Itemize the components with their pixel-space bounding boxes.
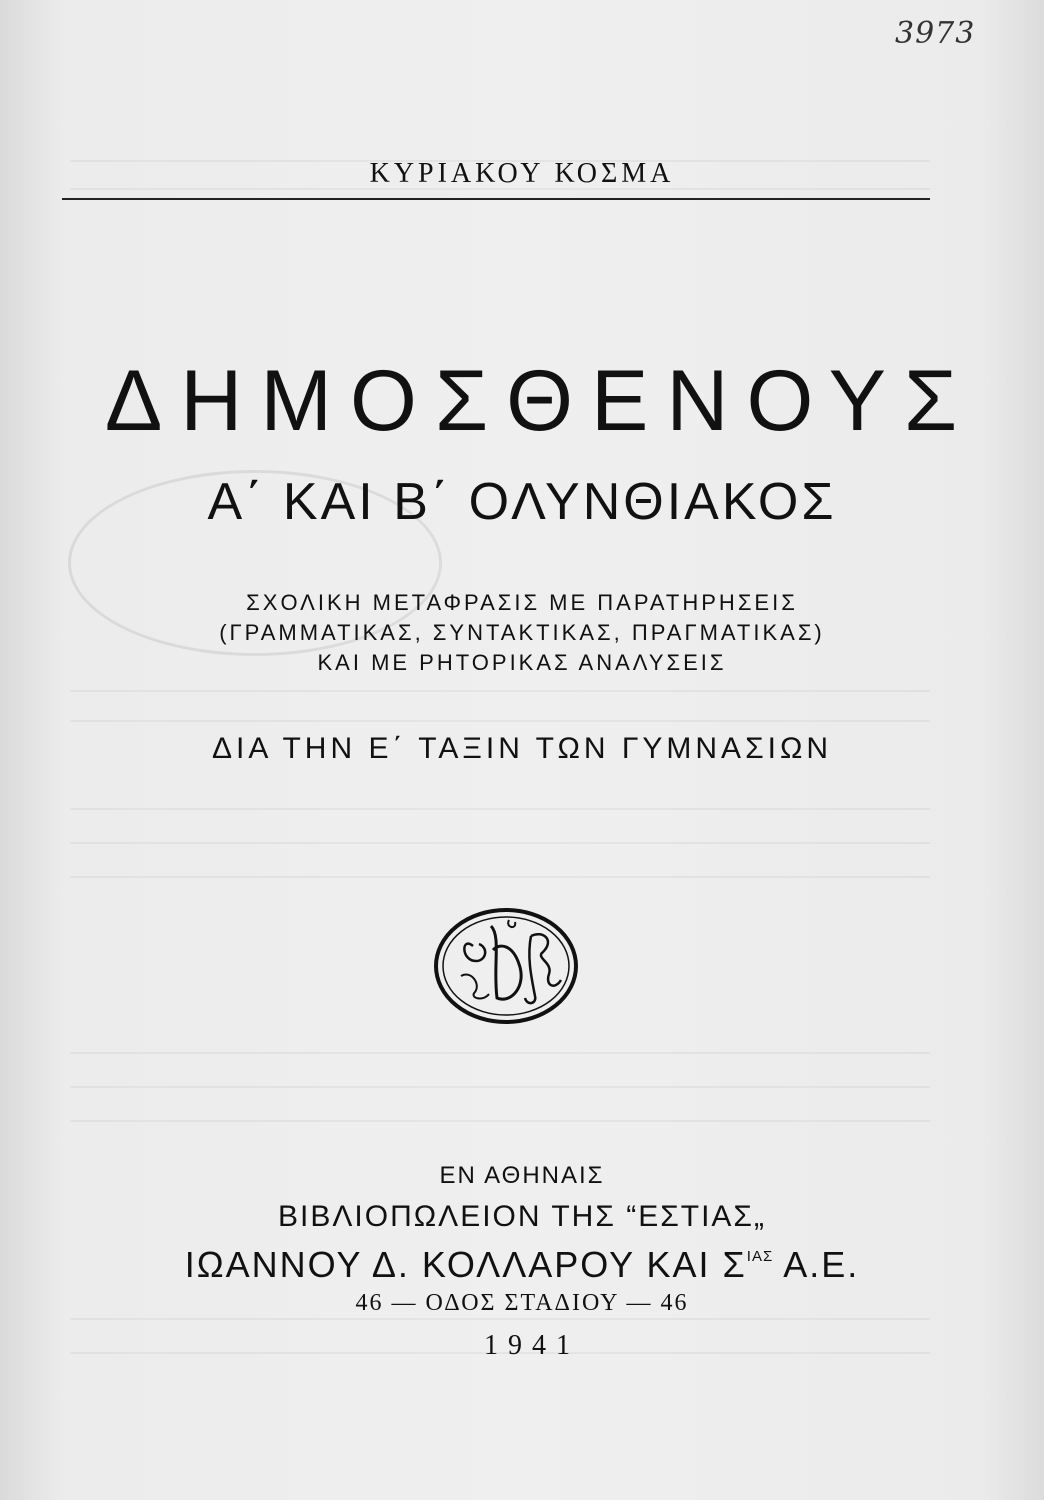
bleed-through-line: [70, 808, 930, 810]
description-line-1: ΣΧΟΛΙΚΗ ΜΕΤΑΦΡΑΣΙΣ ΜΕ ΠΑΡΑΤΗΡΗΣΕΙΣ: [246, 590, 798, 615]
publisher-name-end: Α.Ε.: [773, 1244, 860, 1285]
grade-line: ΔΙΑ ΤΗΝ Ε΄ ΤΑΞΙΝ ΤΩΝ ΓΥΜΝΑΣΙΩΝ: [211, 732, 833, 765]
publication-year: 1941: [484, 1330, 580, 1361]
publisher-bookstore: ΒΙΒΛΙΟΠΩΛΕΙΟΝ ΤΗΣ “ΕΣΤΙΑΣ„: [278, 1200, 766, 1233]
accession-number: 3973: [895, 16, 976, 51]
bleed-through-line: [70, 1052, 930, 1054]
description-line-3: ΚΑΙ ΜΕ ΡΗΤΟΡΙΚΑΣ ΑΝΑΛΥΣΕΙΣ: [317, 650, 727, 675]
bleed-through-line: [70, 1120, 930, 1122]
book-subtitle: Α΄ ΚΑΙ Β΄ ΟΛΥΝΘΙΑΚΟΣ: [207, 473, 837, 531]
bleed-through-line: [70, 690, 930, 692]
bleed-through-line: [70, 1086, 930, 1088]
bleed-through-line: [70, 842, 930, 844]
bleed-through-line: [70, 720, 930, 722]
publisher-name-main: ΙΩΑΝΝΟΥ Δ. ΚΟΛΛΑΡΟΥ ΚΑΙ Σ: [184, 1244, 747, 1285]
description-line-2: (ΓΡΑΜΜΑΤΙΚΑΣ, ΣΥΝΤΑΚΤΙΚΑΣ, ΠΡΑΓΜΑΤΙΚΑΣ): [219, 620, 825, 645]
publisher-address: 46 — ΟΔΟΣ ΣΤΑΔΙΟΥ — 46: [355, 1290, 689, 1316]
monogram-logo-icon: [431, 906, 581, 1026]
author-name: ΚΥΡΙΑΚΟΥ ΚΟΣΜΑ: [369, 158, 675, 189]
bleed-through-line: [70, 876, 930, 878]
bleed-through-line: [70, 1318, 930, 1320]
header-rule: [62, 198, 930, 200]
publication-place: ΕΝ ΑΘΗΝΑΙΣ: [439, 1162, 605, 1189]
publisher-name: [0, 1244, 1044, 1286]
publisher-name-superscript: ΙΑΣ: [746, 1248, 774, 1265]
book-title: ΔΗΜΟΣΘΕΝΟΥΣ: [104, 353, 976, 449]
